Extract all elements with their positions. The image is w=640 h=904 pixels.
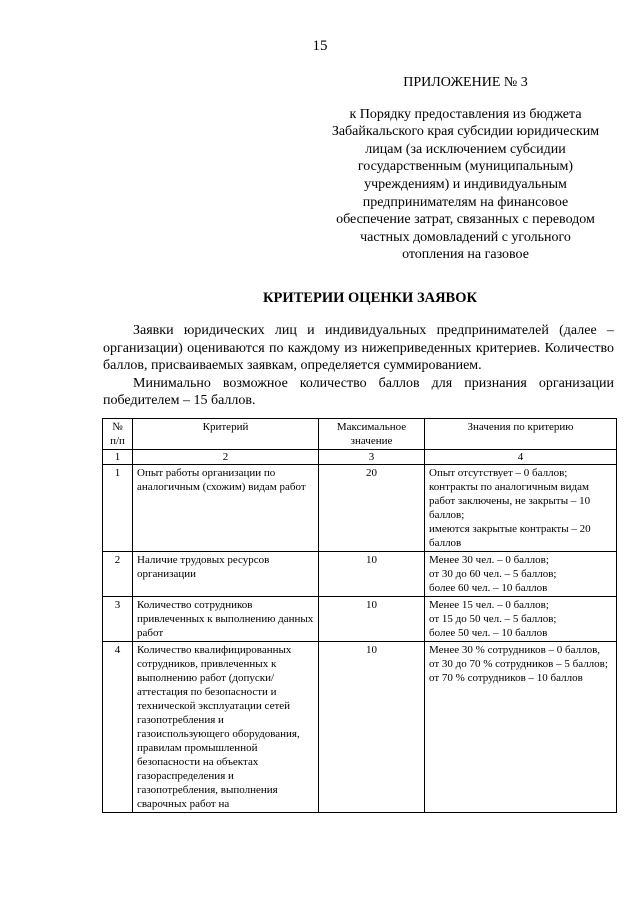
table-row — [103, 465, 617, 552]
criteria-table — [102, 418, 617, 813]
appendix-line: частных домовладений с угольного — [360, 229, 571, 245]
row-criterion: Количество сотрудников привлеченных к выполнению данных работ — [133, 597, 319, 642]
column-numbers-row — [103, 450, 617, 465]
value-line: от 30 до 70 % сотрудников – 5 баллов; — [429, 658, 608, 670]
value-line: имеются закрытые контракты – 20 баллов — [429, 523, 591, 549]
header-criterion: Критерий — [133, 419, 319, 450]
table-row — [103, 597, 617, 642]
row-max-value: 10 — [319, 597, 425, 642]
appendix-title: ПРИЛОЖЕНИЕ № 3 — [403, 75, 528, 90]
row-values — [425, 552, 617, 597]
value-line: Опыт отсутствует – 0 баллов; — [429, 467, 568, 479]
appendix-line: обеспечение затрат, связанных с переводом — [336, 212, 595, 228]
appendix-line: отопления на газовое — [402, 247, 529, 263]
row-number: 1 — [103, 465, 133, 552]
row-values — [425, 465, 617, 552]
row-criterion: Наличие трудовых ресурсов организации — [133, 552, 319, 597]
value-line: от 15 до 50 чел. – 5 баллов; — [429, 613, 557, 625]
row-number: 4 — [103, 642, 133, 813]
row-max-value: 10 — [319, 552, 425, 597]
row-number: 2 — [103, 552, 133, 597]
intro-paragraph: Заявки юридических лиц и индивидуальных предпринимателей (далее – организации) оцениваются по каждому из нижеприведенных критериев. Количество баллов, присваиваемых заявкам, определяется суммированием. — [103, 323, 614, 374]
table-row — [103, 642, 617, 813]
value-line: Менее 15 чел. – 0 баллов; — [429, 599, 549, 611]
row-number: 3 — [103, 597, 133, 642]
value-line: от 30 до 60 чел. – 5 баллов; — [429, 568, 557, 580]
row-values — [425, 597, 617, 642]
table-row — [103, 552, 617, 597]
table-header-row — [103, 419, 617, 450]
row-max-value: 20 — [319, 465, 425, 552]
appendix-line: учреждениям) и индивидуальным — [364, 176, 567, 192]
value-line: Менее 30 % сотрудников – 0 баллов, — [429, 644, 601, 656]
appendix-line: Забайкальского края субсидии юридическим — [331, 124, 600, 140]
column-number: 4 — [425, 450, 617, 465]
header-max: Максимальное значение — [319, 419, 425, 450]
value-line: более 60 чел. – 10 баллов — [429, 582, 548, 594]
value-line: более 50 чел. – 10 баллов — [429, 627, 548, 639]
row-max-value: 10 — [319, 642, 425, 813]
value-line: Менее 30 чел. – 0 баллов; — [429, 554, 549, 566]
appendix-line: государственным (муниципальным) — [357, 159, 574, 175]
value-line: контракты по аналогичным видам работ заключены, не закрыты – 10 баллов; — [429, 481, 591, 521]
column-number: 1 — [103, 450, 133, 465]
appendix-block — [318, 74, 613, 264]
value-line: от 70 % сотрудников – 10 баллов — [429, 672, 583, 684]
intro-text — [103, 322, 614, 410]
page-number: 15 — [312, 38, 328, 54]
row-criterion: Опыт работы организации по аналогичным (схожим) видам работ — [133, 465, 319, 552]
header-num: № п/п — [103, 419, 133, 450]
column-number: 2 — [133, 450, 319, 465]
row-criterion: Количество квалифицированных сотрудников, привлеченных к выполнению работ (допуски/аттестация по безопасности и технической эксплуатации сетей газопотребления и газоиспользующего оборудования, правилам промышленной безопасности на объектах газораспределения и газопотребления, выполнения сварочных работ на — [133, 642, 319, 813]
intro-paragraph: Минимально возможное количество баллов для признания организации победителем – 15 баллов. — [103, 375, 614, 409]
column-number: 3 — [319, 450, 425, 465]
section-title: КРИТЕРИИ ОЦЕНКИ ЗАЯВОК — [262, 290, 478, 306]
row-values — [425, 642, 617, 813]
header-values: Значения по критерию — [425, 419, 617, 450]
appendix-line: лицам (за исключением субсидии — [365, 141, 566, 157]
appendix-line: предпринимателям на финансовое — [362, 194, 569, 210]
appendix-line: к Порядку предоставления из бюджета — [349, 106, 582, 122]
